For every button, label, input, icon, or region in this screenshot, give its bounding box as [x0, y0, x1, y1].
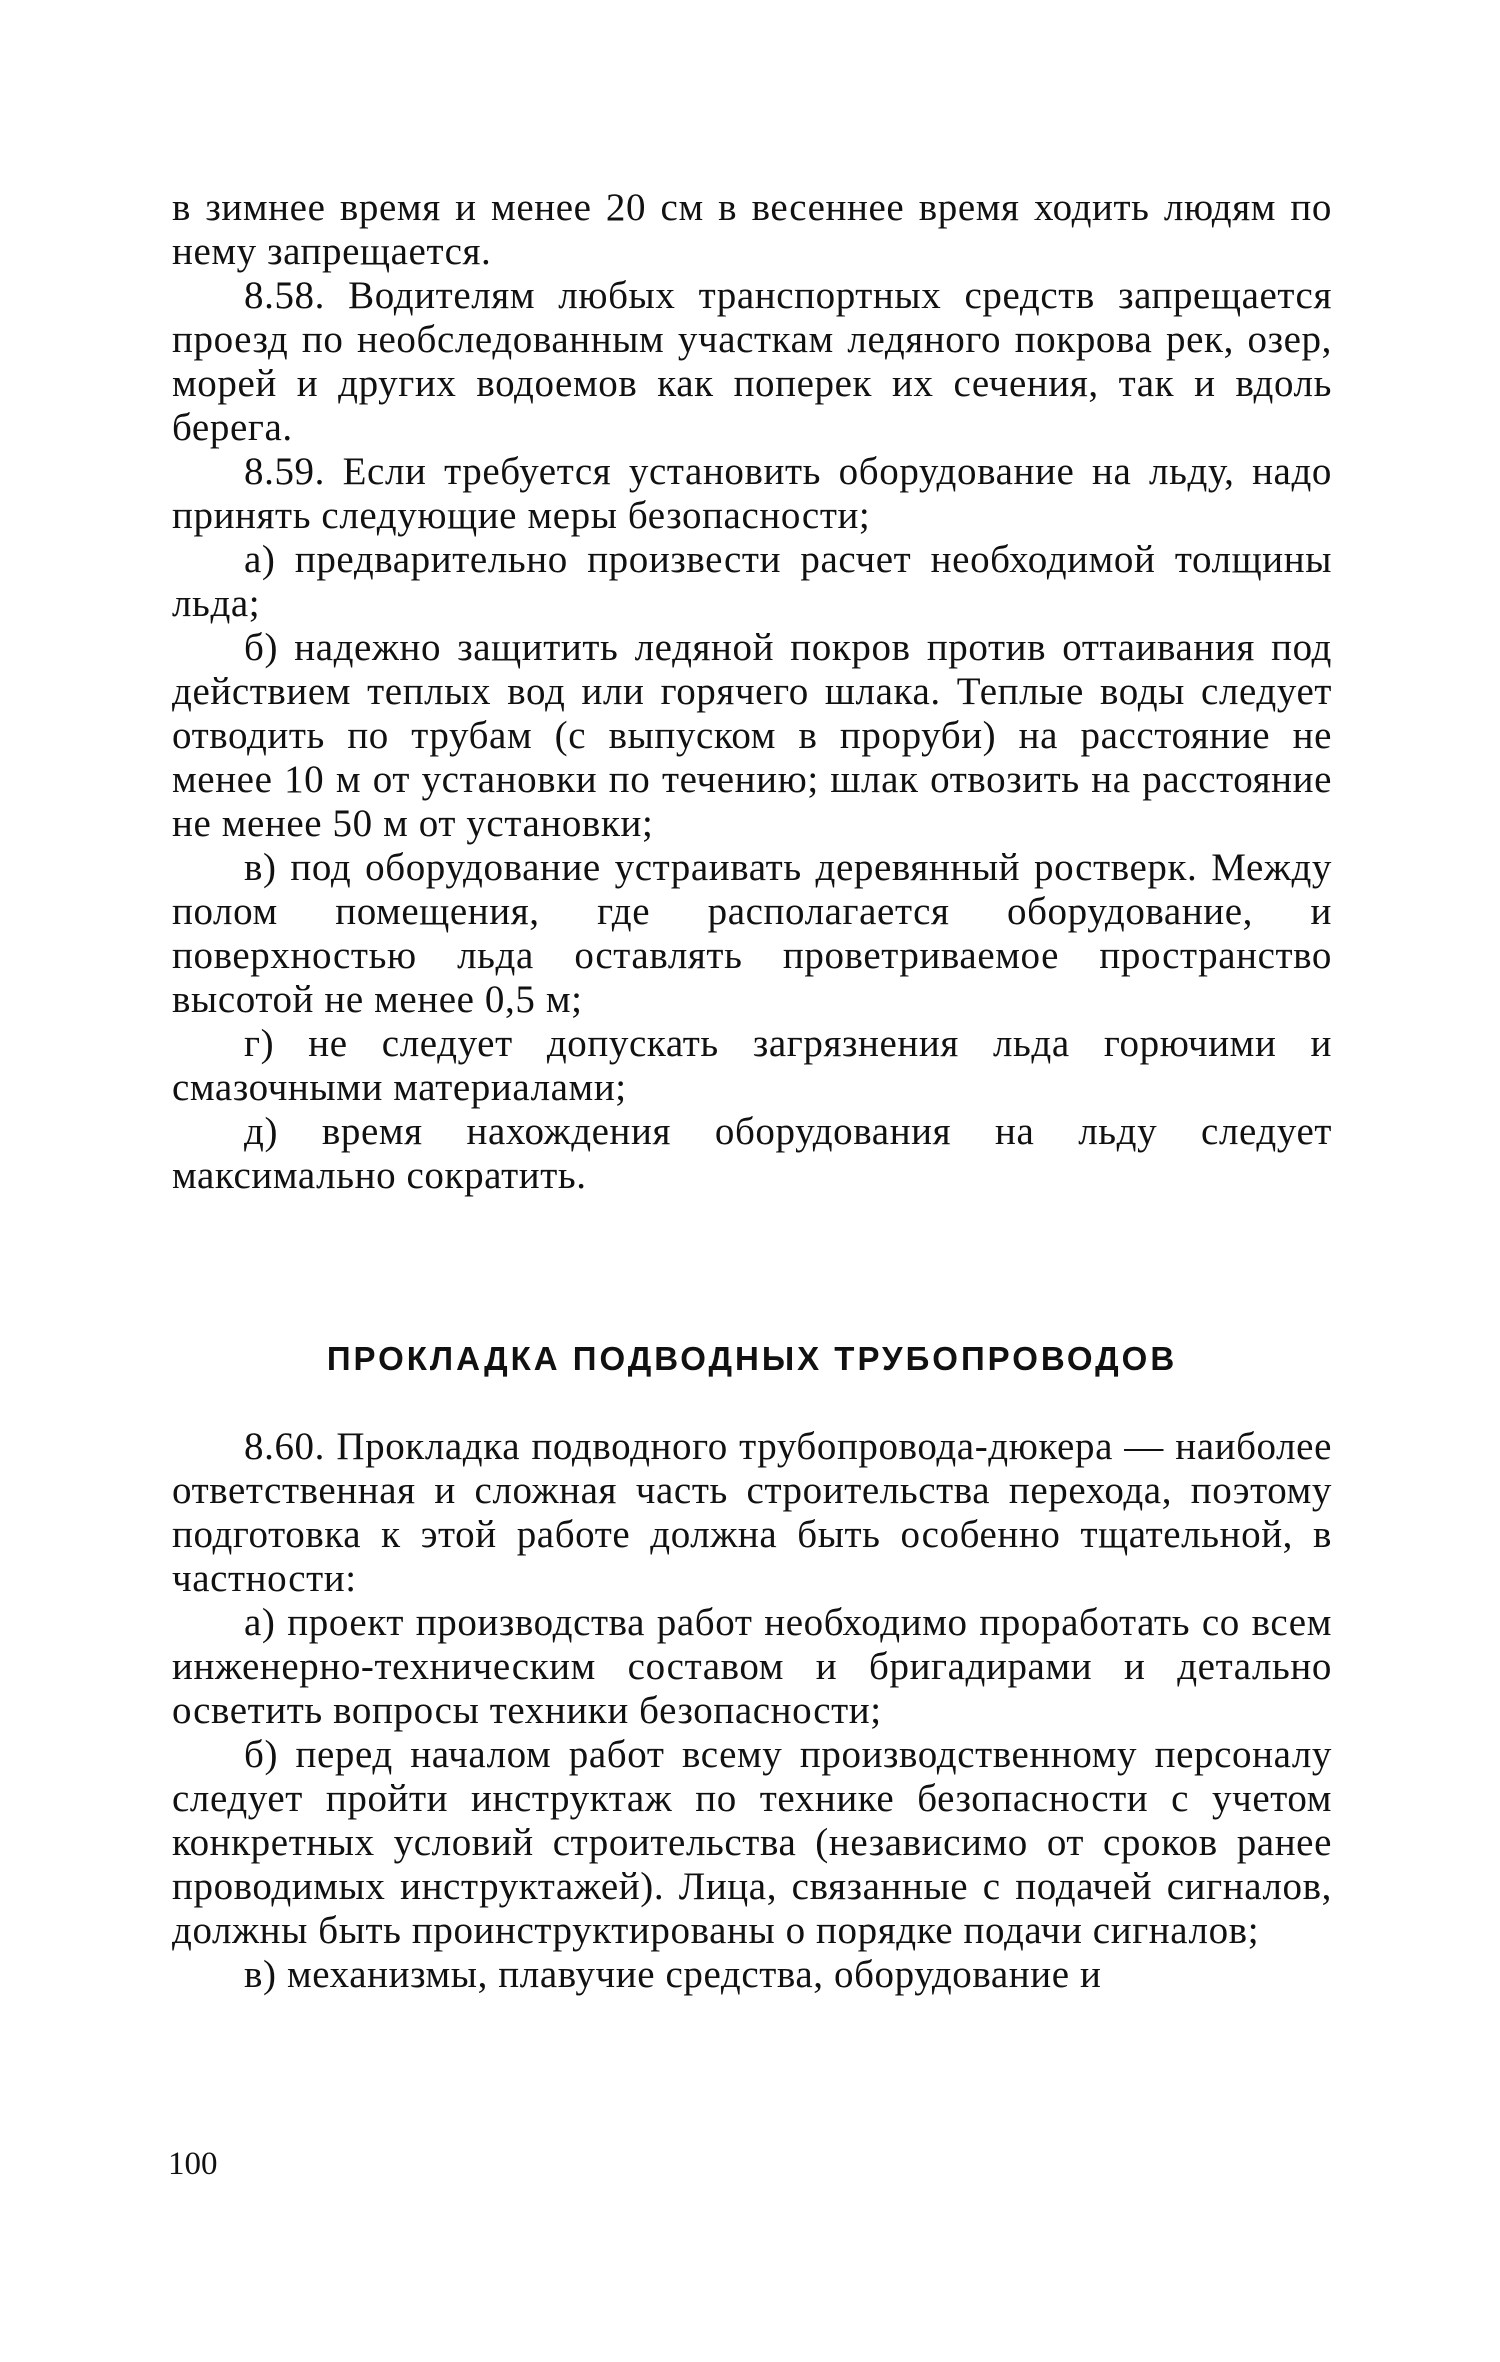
list-item-d: д) время нахождения оборудования на льду следует максимально сократить.	[172, 1110, 1332, 1197]
list-item-a: а) проект производства работ необходимо проработать со всем инженерно-техническим составом и бригадирами и детально осветить вопросы техники безопасности;	[172, 1601, 1332, 1732]
list-item-b: б) надежно защитить ледяной покров против оттаивания под действием теплых вод или горячего шлака. Теплые воды следует отводить по трубам (с выпуском в проруби) на расстояние не менее 10 м от установки по течению; шлак отвозить на расстояние не менее 50 м от установки;	[172, 626, 1332, 845]
paragraph-8-58: 8.58. Водителям любых транспортных средств запрещается проезд по необследованным участкам ледяного покрова рек, озер, морей и других водоемов как поперек их сечения, так и вдоль берега.	[172, 274, 1332, 449]
bottom-text-block	[172, 1425, 1332, 1997]
paragraph-continuation: в зимнее время и менее 20 см в весеннее время ходить людям по нему запрещается.	[172, 186, 1332, 273]
paragraph-8-59: 8.59. Если требуется установить оборудование на льду, надо принять следующие меры безопасности;	[172, 450, 1332, 537]
list-item-b: б) перед началом работ всему производственному персоналу следует пройти инструктаж по технике безопасности с учетом конкретных условий строительства (независимо от сроков ранее проводимых инструктажей). Лица, связанные с подачей сигналов, должны быть проинструктированы о порядке подачи сигналов;	[172, 1733, 1332, 1952]
list-item-g: г) не следует допускать загрязнения льда горючими и смазочными материалами;	[172, 1022, 1332, 1109]
page-number: 100	[168, 2146, 218, 2182]
top-text-block	[172, 186, 1332, 1198]
list-item-v: в) под оборудование устраивать деревянный ростверк. Между полом помещения, где располагается оборудование, и поверхностью льда оставлять проветриваемое пространство высотой не менее 0,5 м;	[172, 846, 1332, 1021]
paragraph-8-60: 8.60. Прокладка подводного трубопровода-дюкера — наиболее ответственная и сложная часть строительства перехода, поэтому подготовка к этой работе должна быть особенно тщательной, в частности:	[172, 1425, 1332, 1600]
list-item-v: в) механизмы, плавучие средства, оборудование и	[244, 1953, 1102, 1996]
list-item-a: а) предварительно произвести расчет необходимой толщины льда;	[172, 538, 1332, 625]
section-heading: ПРОКЛАДКА ПОДВОДНЫХ ТРУБОПРОВОДОВ	[326, 1340, 1178, 1377]
